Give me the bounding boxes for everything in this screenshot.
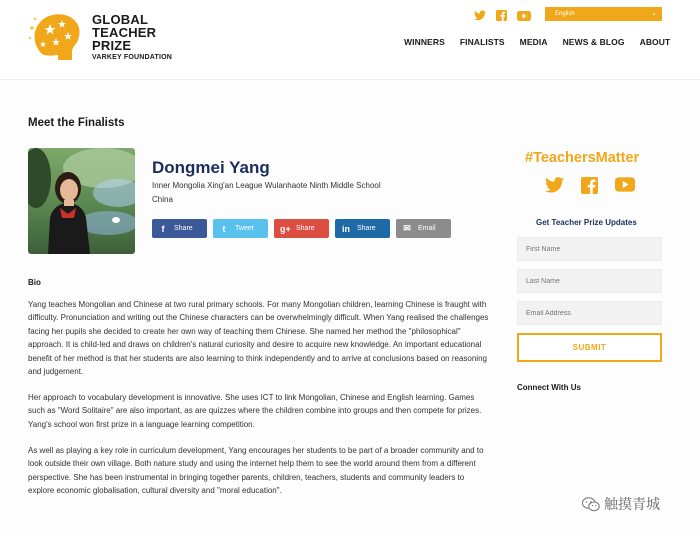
finalist-school: Inner Mongolia Xing'an League Wulanhaote Ninth Middle School [152,181,381,190]
share-button-label: Share [357,225,376,232]
logo-line-1: GLOBAL [92,12,149,27]
twitter-icon[interactable] [545,177,564,199]
watermark-text: 触摸青城 [604,496,660,512]
envelope-icon: ✉ [403,223,411,233]
logo-line-2: TEACHER [92,25,157,40]
site-header [0,0,700,80]
facebook-icon[interactable] [581,177,598,199]
share-buttons [152,219,451,238]
sidebar-social-links [545,177,635,199]
email-share-button[interactable] [396,219,451,238]
section-title: Meet the Finalists [28,117,125,129]
logo-wordmark [92,13,156,52]
youtube-icon[interactable] [517,8,531,26]
bio-paragraph: Her approach to vocabulary development is innovative. She uses ICT to link Mongolian, Chinese and English learning. Games such as "Word Solitaire" are also important, as are quizzes where the children combine into groups and then compete for prizes. Yang's school won first prize in a language learning competition. [28,393,482,429]
share-button-label: Email [418,225,436,232]
share-button-label: Share [174,225,193,232]
submit-button[interactable]: SUBMIT [517,333,662,362]
google-plus-share-button[interactable] [274,219,329,238]
bio-paragraph: As well as playing a key role in curriculum development, Yang encourages her students to be part of a broader community and to look outside their own village. Both nature study and using the internet help them to see the world around them from a different perspective. She has been instrumental in bringing together parents, children, teachers, students and community leaders to explore economic globalisation, cultural diversity and "moral education". [28,446,484,496]
twitter-icon: t [222,223,226,234]
bio-heading: Bio [28,278,41,287]
bio-paragraph: Yang teaches Mongolian and Chinese at two rural primary schools. For many Mongolian children, learning Chinese is fraught with difficulty. Pronunciation and writing out the Chinese characters can be overwhelmingly difficult. When Yang realised the challenges facing her pupils she decided to create her own way of teaching them Chinese. She named her method the "philosophical" approach. It is child-led and draws on children's natural curiosity and desire to acquire new knowledge. An important educational benefit of her method is that her students are also learning to think independently and to arrive at conclusions based on reasoning and judgement. [28,300,489,377]
logo-line-3: PRIZE [92,38,132,53]
nav-media[interactable]: MEDIA [519,37,548,47]
language-select-value: English [555,11,575,17]
wechat-icon [582,497,600,512]
youtube-icon[interactable] [615,177,635,199]
finalist-name: Dongmei Yang [152,158,270,177]
hashtag-heading: #TeachersMatter [525,150,640,166]
nav-finalists[interactable]: FINALISTS [459,37,505,47]
connect-heading: Connect With Us [517,383,581,392]
facebook-share-button[interactable] [152,219,207,238]
nav-winners[interactable]: WINNERS [404,37,445,47]
linkedin-share-button[interactable] [335,219,390,238]
twitter-icon[interactable] [474,8,486,26]
finalist-country: China [152,195,173,204]
header-social-links [474,8,531,26]
nav-news-blog[interactable]: NEWS & BLOG [562,37,625,47]
logo[interactable] [28,10,178,66]
logo-subtitle: VARKEY FOUNDATION [92,54,173,61]
updates-heading: Get Teacher Prize Updates [536,218,637,227]
first-name-field[interactable] [517,237,662,261]
linkedin-icon: in [342,223,350,234]
share-button-label: Share [296,225,315,232]
finalist-photo [28,148,135,254]
watermark [582,494,660,514]
share-button-label: Tweet [235,225,254,232]
facebook-icon[interactable] [496,8,507,26]
chevron-down-icon: ⌄ [651,10,657,17]
language-select[interactable] [545,7,662,21]
twitter-share-button[interactable] [213,219,268,238]
nav-about[interactable]: ABOUT [639,37,671,47]
last-name-field[interactable] [517,269,662,293]
facebook-icon: f [161,223,165,234]
main-nav [404,37,670,47]
google-plus-icon: g+ [280,223,291,234]
logo-head-icon [28,10,86,62]
email-field[interactable] [517,301,662,325]
